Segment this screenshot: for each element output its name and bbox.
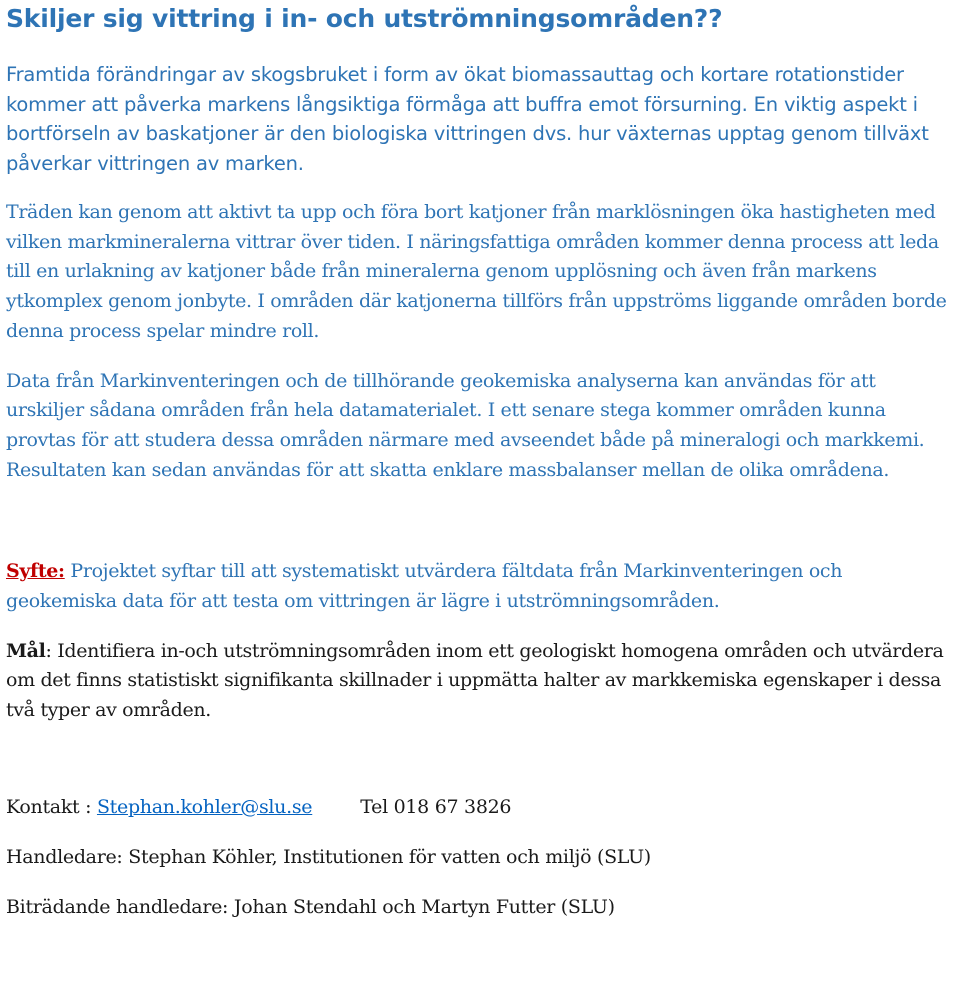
- co-supervisors-line: Biträdande handledare: Johan Stendahl och Martyn Futter (SLU): [6, 895, 615, 918]
- mal-label: Mål: [6, 639, 46, 662]
- contact-label: Kontakt :: [6, 795, 97, 818]
- contact-email-link[interactable]: Stephan.kohler@slu.se: [96, 795, 313, 818]
- document-page: [6, 0, 954, 922]
- syfte-text: Projektet syftar till att systematiskt utvärdera fältdata från Markinventeringen och geokemiska data för att testa om vittringen är lägre i utströmningsområden.: [6, 560, 843, 613]
- syfte-label: Syfte:: [6, 560, 65, 583]
- mal-text: : Identifiera in-och utströmningsområden inom ett geologiskt homogena områden och utvärdera om det finns statistiskt signifikanta skillnader i uppmätta halter av markkemiska egenskaper i dessa två typer av områden.: [6, 639, 944, 722]
- contact-phone: Tel 018 67 3826: [360, 795, 512, 818]
- page-title: Skiljer sig vittring i in- och utströmningsområden??: [6, 4, 723, 33]
- paragraph-data: Data från Markinventeringen och de tillhörande geokemiska analyserna kan användas för att urskiljer sådana områden från hela datamaterialet. I ett senare stega kommer områden kunna provtas för att studera dessa områden närmare med avseendet både på mineralogi och markkemi. Resultaten kan sedan användas för att skatta enklare massbalanser mellan de olika områdena.: [6, 369, 925, 481]
- paragraph-trees: Träden kan genom att aktivt ta upp och föra bort katjoner från marklösningen öka hastigheten med vilken markmineralerna vittrar över tiden. I näringsfattiga områden kommer denna process att leda till en urlakning av katjoner både från mineralerna genom upplösning och även från markens ytkomplex genom jonbyte. I områden där katjonerna tillförs från uppströms liggande områden borde denna process spelar mindre roll.: [6, 201, 947, 342]
- supervisor-line: Handledare: Stephan Köhler, Institutionen för vatten och miljö (SLU): [6, 845, 651, 868]
- mal-paragraph: [6, 637, 954, 726]
- syfte-paragraph: [6, 557, 954, 616]
- intro-paragraph: Framtida förändringar av skogsbruket i form av ökat biomassauttag och kortare rotationstider kommer att påverka markens långsiktiga förmåga att buffra emot försurning. En viktig aspekt i bortförseln av baskatjoner är den biologiska vittringen dvs. hur växternas upptag genom tillväxt påverkar vittringen av marken.: [6, 63, 929, 175]
- contact-line: [6, 792, 954, 822]
